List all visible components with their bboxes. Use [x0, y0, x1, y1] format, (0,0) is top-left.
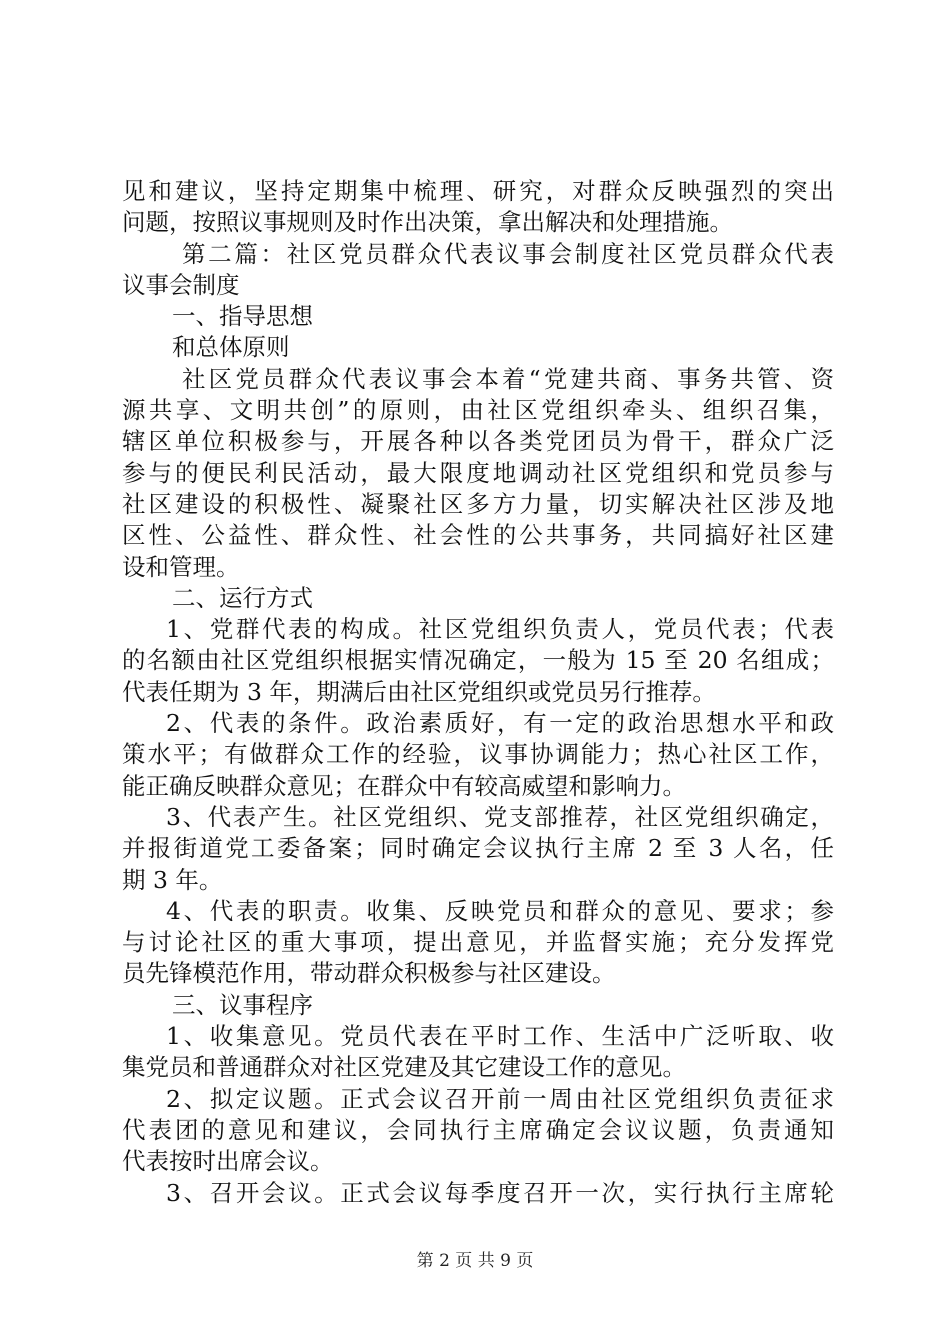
text-line: 代表团的意见和建议，会同执行主席确定会议议题，负责通知 — [122, 1115, 834, 1144]
text-line: 一、指导思想 — [172, 302, 313, 331]
text-line: 4、代表的职责。收集、反映党员和群众的意见、要求；参 — [166, 896, 834, 925]
text-line: 代表按时出席会议。 — [122, 1147, 334, 1176]
text-line: 代表任期为 3 年，期满后由社区党组织或党员另行推荐。 — [122, 677, 716, 706]
text-line: 源共享、文明共创”的原则，由社区党组织牵头、组织召集， — [122, 396, 834, 425]
text-line: 三、议事程序 — [172, 990, 313, 1019]
text-line: 设和管理。 — [122, 552, 240, 581]
text-line: 3、召开会议。正式会议每季度召开一次，实行执行主席轮 — [166, 1178, 834, 1207]
text-line: 3、代表产生。社区党组织、党支部推荐，社区党组织确定， — [166, 802, 834, 831]
text-line: 二、运行方式 — [172, 583, 313, 612]
text-line: 社区党员群众代表议事会本着“党建共商、事务共管、资 — [182, 364, 834, 393]
text-line: 2、代表的条件。政治素质好，有一定的政治思想水平和政 — [166, 709, 834, 738]
text-line: 第二篇：社区党员群众代表议事会制度社区党员群众代表 — [182, 239, 834, 268]
text-line: 1、党群代表的构成。社区党组织负责人，党员代表；代表 — [166, 615, 834, 644]
text-line: 能正确反映群众意见；在群众中有较高威望和影响力。 — [122, 771, 686, 800]
document-body — [122, 176, 834, 1209]
text-line: 社区建设的积极性、凝聚社区多方力量，切实解决社区涉及地 — [122, 489, 834, 518]
text-line: 和总体原则 — [172, 333, 290, 362]
text-line: 问题，按照议事规则及时作出决策，拿出解决和处理措施。 — [122, 208, 733, 237]
text-line: 议事会制度 — [122, 270, 240, 299]
text-line: 员先锋模范作用，带动群众积极参与社区建设。 — [122, 959, 616, 988]
text-line: 区性、公益性、群众性、社会性的公共事务，共同搞好社区建 — [122, 521, 834, 550]
text-line: 参与的便民利民活动，最大限度地调动社区党组织和党员参与 — [122, 458, 834, 487]
text-line: 2、拟定议题。正式会议召开前一周由社区党组织负责征求 — [166, 1084, 834, 1113]
text-line: 并报街道党工委备案；同时确定会议执行主席 2 至 3 人名，任 — [122, 834, 834, 863]
text-line: 辖区单位积极参与，开展各种以各类党团员为骨干，群众广泛 — [122, 427, 834, 456]
text-line: 的名额由社区党组织根据实情况确定，一般为 15 至 20 名组成； — [122, 646, 834, 675]
text-line: 与讨论社区的重大事项，提出意见，并监督实施；充分发挥党 — [122, 928, 834, 957]
text-line: 策水平；有做群众工作的经验，议事协调能力；热心社区工作， — [122, 740, 834, 769]
text-line: 集党员和普通群众对社区党建及其它建设工作的意见。 — [122, 1053, 686, 1082]
page-footer: 第 2 页 共 9 页 — [416, 1251, 534, 1271]
text-line: 期 3 年。 — [122, 865, 223, 894]
text-line: 1、收集意见。党员代表在平时工作、生活中广泛听取、收 — [166, 1022, 834, 1051]
text-line: 见和建议，坚持定期集中梳理、研究，对群众反映强烈的突出 — [122, 177, 834, 205]
